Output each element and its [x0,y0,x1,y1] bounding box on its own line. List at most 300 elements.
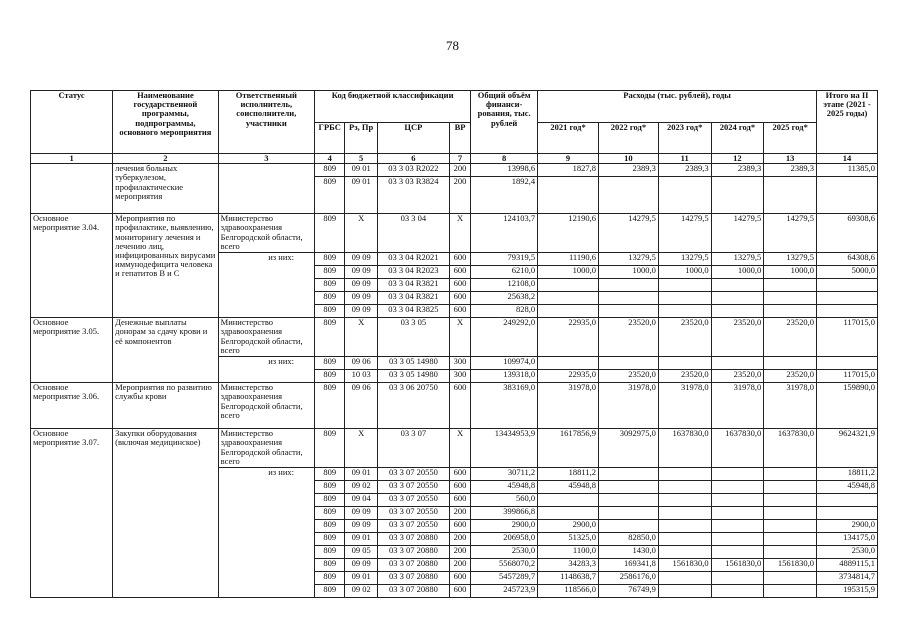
row-value-cell: 23520,0 [598,318,658,357]
row-value-cell: 14279,5 [658,214,711,253]
row-value-cell [711,305,764,318]
row-value-cell: 809 [315,370,345,383]
row-value-cell [598,177,658,214]
responsible-cell [218,164,314,214]
row-value-cell: Х [449,214,470,253]
row-value-cell [598,279,658,292]
row-value-cell [764,177,817,214]
row-value-cell: 195315,9 [817,585,878,598]
row-value-cell [711,585,764,598]
row-value-cell [658,585,711,598]
row-value-cell: 1000,0 [598,266,658,279]
row-value-cell: 1000,0 [658,266,711,279]
row-value-cell: 09 06 [345,357,377,370]
row-value-cell: 03 3 05 [377,318,449,357]
row-value-cell: 34283,3 [538,559,599,572]
row-value-cell: 09 09 [345,305,377,318]
row-value-cell: 03 3 07 20880 [377,572,449,585]
header-2022: 2022 год* [598,122,658,154]
of-which-cell: из них: [218,253,314,318]
row-value-cell: 09 05 [345,546,377,559]
row-value-cell: 1561830,0 [764,559,817,572]
row-value-cell: 809 [315,292,345,305]
row-value-cell [658,177,711,214]
row-value-cell [598,292,658,305]
row-value-cell: 159890,0 [817,383,878,429]
row-value-cell: 1000,0 [538,266,599,279]
row-value-cell [538,177,599,214]
row-value-cell: 03 3 05 14980 [377,370,449,383]
row-value-cell [711,292,764,305]
name-cell: Мероприятия по развитию службы крови [113,383,218,429]
row-value-cell: 2389,3 [598,164,658,177]
row-value-cell [711,279,764,292]
row-value-cell: 1561830,0 [658,559,711,572]
row-value-cell [711,494,764,507]
row-value-cell: 3734814,7 [817,572,878,585]
row-value-cell: 809 [315,318,345,357]
row-value-cell: 9624321,9 [817,429,878,468]
row-value-cell: 2900,0 [538,520,599,533]
col-number: 10 [598,154,658,164]
row-value-cell: 2900,0 [471,520,538,533]
responsible-cell: Министерство здравоохранения Белгородской области, всего [218,214,314,253]
row-value-cell [764,507,817,520]
col-number: 3 [218,154,314,164]
row-value-cell [817,177,878,214]
row-value-cell [538,279,599,292]
row-value-cell [711,572,764,585]
row-value-cell: 03 3 03 R2022 [377,164,449,177]
row-value-cell: 809 [315,266,345,279]
status-cell: Основное мероприятие 3.04. [31,214,113,318]
row-value-cell: 809 [315,357,345,370]
status-cell: Основное мероприятие 3.05. [31,318,113,383]
row-value-cell: 809 [315,507,345,520]
row-value-cell [711,546,764,559]
row-value-cell: 1148638,7 [538,572,599,585]
col-number: 9 [538,154,599,164]
row-value-cell: 300 [449,357,470,370]
row-value-cell [817,357,878,370]
row-value-cell: 23520,0 [658,370,711,383]
row-value-cell [711,481,764,494]
row-value-cell [711,533,764,546]
row-value-cell [598,357,658,370]
row-value-cell: 600 [449,520,470,533]
row-value-cell: 3092975,0 [598,429,658,468]
name-cell: Мероприятия по профилактике, выявлению, мониторингу лечения и лечению лиц, инфицированных вирусами иммунодефицита человека и гепатитов B и C [113,214,218,318]
row-value-cell: 13434953,9 [471,429,538,468]
budget-table [30,90,878,598]
row-value-cell: 809 [315,468,345,481]
row-value-cell [658,481,711,494]
row-value-cell: 200 [449,559,470,572]
header-2025: 2025 год* [764,122,817,154]
row-value-cell: 64308,6 [817,253,878,266]
row-value-cell: 03 3 05 14980 [377,357,449,370]
row-value-cell: 809 [315,533,345,546]
row-value-cell: 25638,2 [471,292,538,305]
col-number: 13 [764,154,817,164]
row-value-cell: 5000,0 [817,266,878,279]
row-value-cell: 200 [449,177,470,214]
row-value-cell [598,520,658,533]
row-value-cell: 03 3 07 20880 [377,585,449,598]
row-value-cell: 03 3 04 R2021 [377,253,449,266]
row-value-cell [817,305,878,318]
row-value-cell: 1561830,0 [711,559,764,572]
row-value-cell: 79319,5 [471,253,538,266]
row-value-cell: 09 01 [345,164,377,177]
row-value-cell: 14279,5 [711,214,764,253]
row-value-cell: 1617856,9 [538,429,599,468]
row-value-cell: 249292,0 [471,318,538,357]
row-value-cell: 45948,8 [471,481,538,494]
row-value-cell: 03 3 07 20550 [377,507,449,520]
of-which-cell: из них: [218,357,314,383]
row-value-cell: 1637830,0 [764,429,817,468]
header-status: Статус [31,91,113,154]
row-value-cell: 1892,4 [471,177,538,214]
row-value-cell: 03 3 07 20880 [377,559,449,572]
header-responsible: Ответственный исполнитель, соисполнители, участники [218,91,314,154]
row-value-cell [658,572,711,585]
col-number: 4 [315,154,345,164]
row-value-cell: 206958,0 [471,533,538,546]
row-value-cell: 118566,0 [538,585,599,598]
header-2021: 2021 год* [538,122,599,154]
row-value-cell [764,292,817,305]
responsible-cell: Министерство здравоохранения Белгородской области, всего [218,383,314,429]
row-value-cell: 169341,8 [598,559,658,572]
row-value-cell: 03 3 04 R3821 [377,279,449,292]
row-value-cell: 09 09 [345,559,377,572]
row-value-cell [764,481,817,494]
of-which-cell: из них: [218,468,314,598]
row-value-cell: 600 [449,572,470,585]
row-value-cell: 6210,0 [471,266,538,279]
col-number: 5 [345,154,377,164]
name-cell: лечения больных туберкулезом, профилактические мероприятия [113,164,218,214]
row-value-cell: 600 [449,383,470,429]
row-value-cell [598,481,658,494]
row-value-cell: 1000,0 [711,266,764,279]
row-value-cell: 14279,5 [598,214,658,253]
row-value-cell: 245723,9 [471,585,538,598]
row-value-cell: 31978,0 [711,383,764,429]
row-value-cell: 2586176,0 [598,572,658,585]
row-value-cell: 109974,0 [471,357,538,370]
row-value-cell: 139318,0 [471,370,538,383]
row-value-cell [764,494,817,507]
row-value-cell: 1827,8 [538,164,599,177]
row-value-cell: 5457289,7 [471,572,538,585]
row-value-cell: 1100,0 [538,546,599,559]
table-row [31,318,878,357]
row-value-cell: 809 [315,572,345,585]
row-value-cell: 03 3 07 20880 [377,546,449,559]
row-value-cell [538,494,599,507]
row-value-cell: 09 09 [345,253,377,266]
row-value-cell [658,468,711,481]
row-value-cell [764,357,817,370]
table-row [31,383,878,429]
row-value-cell: 23520,0 [764,370,817,383]
row-value-cell: 809 [315,481,345,494]
row-value-cell: 809 [315,383,345,429]
header-name: Наименование государственной программы, подпрограммы, основного мероприятия [113,91,218,154]
row-value-cell [711,177,764,214]
row-value-cell: 03 3 04 R2023 [377,266,449,279]
row-value-cell: 600 [449,468,470,481]
row-value-cell: 4889115,1 [817,559,878,572]
row-value-cell [538,507,599,520]
row-value-cell [711,520,764,533]
row-value-cell: 809 [315,559,345,572]
row-value-cell: 117015,0 [817,318,878,357]
row-value-cell: 14279,5 [764,214,817,253]
header-expenses: Расходы (тыс. рублей), годы [538,91,817,123]
row-value-cell [658,305,711,318]
row-value-cell: 5568070,2 [471,559,538,572]
header-rzpr: Рз, Пр [345,122,377,154]
row-value-cell: 13279,5 [711,253,764,266]
row-value-cell [658,533,711,546]
row-value-cell: 134175,0 [817,533,878,546]
row-value-cell: 2530,0 [817,546,878,559]
row-value-cell: 18811,2 [817,468,878,481]
row-value-cell: 76749,9 [598,585,658,598]
header-grbs: ГРБС [315,122,345,154]
row-value-cell [817,292,878,305]
row-value-cell: 10 03 [345,370,377,383]
row-value-cell: 2389,3 [764,164,817,177]
row-value-cell: 30711,2 [471,468,538,481]
row-value-cell [658,279,711,292]
row-value-cell: 12190,6 [538,214,599,253]
row-value-cell: 03 3 04 R3821 [377,292,449,305]
row-value-cell: 300 [449,370,470,383]
row-value-cell: 117015,0 [817,370,878,383]
row-value-cell [598,468,658,481]
row-value-cell: 809 [315,279,345,292]
col-number: 11 [658,154,711,164]
row-value-cell [764,585,817,598]
row-value-cell: 09 04 [345,494,377,507]
row-value-cell: 23520,0 [764,318,817,357]
row-value-cell: 809 [315,177,345,214]
row-value-cell [598,305,658,318]
row-value-cell: 11190,6 [538,253,599,266]
row-value-cell: Х [345,318,377,357]
name-cell: Денежные выплаты донорам за сдачу крови и её компонентов [113,318,218,383]
row-value-cell: 200 [449,164,470,177]
row-value-cell [538,292,599,305]
row-value-cell: 600 [449,253,470,266]
row-value-cell: 809 [315,546,345,559]
row-value-cell [764,520,817,533]
row-value-cell: Х [345,429,377,468]
row-value-cell: 600 [449,305,470,318]
row-value-cell: 03 3 06 20750 [377,383,449,429]
row-value-cell: 31978,0 [658,383,711,429]
row-value-cell: 2900,0 [817,520,878,533]
row-value-cell: 124103,7 [471,214,538,253]
row-value-cell: 2389,3 [658,164,711,177]
col-number: 2 [113,154,218,164]
row-value-cell [817,494,878,507]
row-value-cell: 23520,0 [598,370,658,383]
name-cell: Закупки оборудования (включая медицинское) [113,429,218,598]
row-value-cell [764,305,817,318]
header-total-volume: Общий объём финанси-рования, тыс. рублей [471,91,538,154]
row-value-cell: 13279,5 [598,253,658,266]
row-value-cell: 809 [315,429,345,468]
row-value-cell [658,357,711,370]
header-2024: 2024 год* [711,122,764,154]
row-value-cell: 09 09 [345,279,377,292]
row-value-cell: 1637830,0 [711,429,764,468]
row-value-cell: 13998,6 [471,164,538,177]
row-value-cell: 383169,0 [471,383,538,429]
row-value-cell [658,507,711,520]
row-value-cell [538,357,599,370]
row-value-cell: 09 09 [345,266,377,279]
row-value-cell: 809 [315,253,345,266]
row-value-cell: 1000,0 [764,266,817,279]
row-value-cell: 828,0 [471,305,538,318]
row-value-cell [817,279,878,292]
row-value-cell: 13279,5 [658,253,711,266]
table-row [31,164,878,177]
row-value-cell: 03 3 07 20550 [377,520,449,533]
header-vr: ВР [449,122,470,154]
row-value-cell: 600 [449,494,470,507]
status-cell: Основное мероприятие 3.07. [31,429,113,598]
row-value-cell: 2389,3 [711,164,764,177]
row-value-cell [598,507,658,520]
row-value-cell: 03 3 04 [377,214,449,253]
table-row [31,214,878,253]
row-value-cell [764,546,817,559]
row-value-cell [711,507,764,520]
row-value-cell: 31978,0 [598,383,658,429]
col-number: 1 [31,154,113,164]
row-value-cell: 09 02 [345,481,377,494]
row-value-cell: 809 [315,585,345,598]
col-number: 6 [377,154,449,164]
row-value-cell: 809 [315,164,345,177]
row-value-cell: 200 [449,533,470,546]
row-value-cell [764,533,817,546]
row-value-cell: 1430,0 [598,546,658,559]
row-value-cell [764,572,817,585]
row-value-cell: 03 3 04 R3825 [377,305,449,318]
row-value-cell: 1637830,0 [658,429,711,468]
row-value-cell: 18811,2 [538,468,599,481]
row-value-cell [658,520,711,533]
row-value-cell: 82850,0 [598,533,658,546]
row-value-cell: 09 01 [345,468,377,481]
row-value-cell: 600 [449,266,470,279]
row-value-cell: 03 3 07 20550 [377,494,449,507]
row-value-cell: 200 [449,507,470,520]
status-cell [31,164,113,214]
row-value-cell: 09 06 [345,383,377,429]
row-value-cell: 45948,8 [538,481,599,494]
row-value-cell: 09 09 [345,507,377,520]
row-value-cell: 69308,6 [817,214,878,253]
header-csr: ЦСР [377,122,449,154]
row-value-cell: 31978,0 [538,383,599,429]
row-value-cell: 03 3 03 R3824 [377,177,449,214]
row-value-cell [658,494,711,507]
header-total-stage: Итого на II этапе (2021 - 2025 годы) [817,91,878,154]
row-value-cell: 809 [315,305,345,318]
row-value-cell: 09 09 [345,520,377,533]
row-value-cell: 399866,8 [471,507,538,520]
row-value-cell: 03 3 07 20880 [377,533,449,546]
col-number: 8 [471,154,538,164]
responsible-cell: Министерство здравоохранения Белгородской области, всего [218,429,314,468]
responsible-cell: Министерство здравоохранения Белгородской области, всего [218,318,314,357]
header-budget-code: Код бюджетной классификации [315,91,471,123]
table-row [31,429,878,468]
row-value-cell: 200 [449,546,470,559]
row-value-cell: 12108,0 [471,279,538,292]
row-value-cell: 11385,0 [817,164,878,177]
row-value-cell [764,279,817,292]
row-value-cell: 13279,5 [764,253,817,266]
row-value-cell: 09 01 [345,572,377,585]
row-value-cell: 2530,0 [471,546,538,559]
page-number: 78 [446,38,459,53]
row-value-cell [711,468,764,481]
row-value-cell: 45948,8 [817,481,878,494]
row-value-cell: 560,0 [471,494,538,507]
row-value-cell: 600 [449,481,470,494]
row-value-cell: Х [345,214,377,253]
row-value-cell [538,305,599,318]
row-value-cell: 600 [449,292,470,305]
header-2023: 2023 год* [658,122,711,154]
row-value-cell: Х [449,429,470,468]
row-value-cell: 31978,0 [764,383,817,429]
row-value-cell: 809 [315,520,345,533]
row-value-cell [764,468,817,481]
row-value-cell: 03 3 07 20550 [377,481,449,494]
row-value-cell: 03 3 07 [377,429,449,468]
row-value-cell: 23520,0 [658,318,711,357]
row-value-cell [658,546,711,559]
row-value-cell: 23520,0 [711,370,764,383]
row-value-cell: 600 [449,585,470,598]
row-value-cell [817,507,878,520]
col-number: 14 [817,154,878,164]
row-value-cell: 22935,0 [538,318,599,357]
row-value-cell: 23520,0 [711,318,764,357]
row-value-cell: Х [449,318,470,357]
status-cell: Основное мероприятие 3.06. [31,383,113,429]
row-value-cell: 09 09 [345,292,377,305]
row-value-cell: 03 3 07 20550 [377,468,449,481]
row-value-cell: 809 [315,494,345,507]
row-value-cell: 09 01 [345,533,377,546]
row-value-cell [658,292,711,305]
col-number: 7 [449,154,470,164]
row-value-cell [711,357,764,370]
